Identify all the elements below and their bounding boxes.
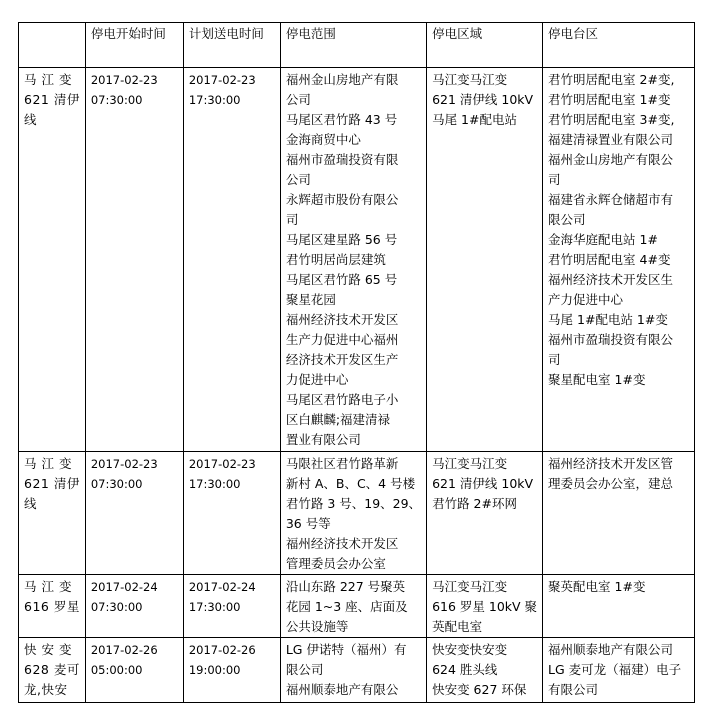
cell-line: 聚星配电室 1#变 (548, 372, 646, 387)
area-cell (427, 638, 543, 703)
cell-line: 621 清伊线 10kV (432, 476, 534, 491)
header-cell-name (19, 23, 86, 68)
cell-line: 君竹明居配电室 3#变, (548, 112, 675, 127)
cell-line: 聚英配电室 1#变 (548, 579, 646, 594)
cell-line: 线 (24, 112, 38, 127)
table-row (19, 68, 695, 452)
cell-line: 2017-02-24 (188, 580, 256, 594)
cell-line: 马限社区君竹路革新 (285, 456, 399, 471)
cell-line: 永辉超市股份有限公 (285, 192, 399, 207)
table-row (19, 638, 695, 703)
scope-cell (280, 452, 426, 575)
cell-line: 快安变快安变 (432, 642, 508, 657)
cell-line: 君竹明居配电室 1#变 (548, 92, 671, 107)
header-cell-scope: 停电范围 (280, 23, 426, 68)
table-row (19, 452, 695, 575)
cell-line: 福州顺泰地产有限公 (285, 682, 399, 697)
cell-line: 金海华庭配电站 1# (548, 232, 658, 247)
cell-line: 管理委员会办公室 (285, 556, 386, 571)
cell-line: 2017-02-23 (188, 457, 256, 471)
header-cell-end-time: 计划送电时间 (183, 23, 280, 68)
end-time-cell (183, 575, 280, 638)
cell-line: 力促进中心 (285, 372, 349, 387)
cell-line: 福州市盈瑞投资有限公 (548, 332, 674, 347)
cell-line: 生产力促进中心福州 (285, 332, 399, 347)
cell-line: 马 江 变 (24, 456, 72, 471)
cell-line: 产力促进中心 (548, 292, 624, 307)
cell-line: 有限公司 (548, 682, 599, 697)
cell-line: 福州金山房地产有限公 (548, 152, 674, 167)
area-cell (427, 68, 543, 452)
cell-line: 马尾 1#配电站 1#变 (548, 312, 668, 327)
cell-line: 36 号等 (285, 516, 331, 531)
line-name-cell (19, 638, 86, 703)
cell-line: 19:00:00 (188, 663, 241, 677)
cell-line: 05:00:00 (90, 663, 143, 677)
cell-line: 马江变马江变 (432, 456, 508, 471)
cell-line: 福州顺泰地产有限公司 (548, 642, 674, 657)
line-name-cell (19, 575, 86, 638)
cell-line: 马 江 变 (24, 579, 72, 594)
cell-line: 马 江 变 (24, 72, 72, 87)
cell-line: 2017-02-26 (188, 643, 256, 657)
cell-line: 621 清伊线 10kV (432, 92, 534, 107)
cell-line: 621 清伊 (24, 92, 80, 107)
header-row (19, 23, 695, 68)
cell-line: 限公司 (285, 662, 324, 677)
transformers-cell (543, 68, 695, 452)
start-time-cell (85, 452, 183, 575)
transformers-cell (543, 452, 695, 575)
cell-line: 花园 1~3 座、店面及 (285, 599, 408, 614)
cell-line: 线 (24, 496, 38, 511)
end-time-cell (183, 638, 280, 703)
transformers-cell (543, 575, 695, 638)
cell-line: 福建省永辉仓储超市有 (548, 192, 674, 207)
cell-line: 聚星花园 (285, 292, 336, 307)
cell-line: 17:30:00 (188, 600, 241, 614)
start-time-cell (85, 68, 183, 452)
cell-line: 公共设施等 (285, 619, 349, 634)
line-name-cell (19, 452, 86, 575)
table-row (19, 575, 695, 638)
cell-line: 616 罗星 10kV 聚 (432, 599, 538, 614)
transformers-cell (543, 638, 695, 703)
cell-line: 置业有限公司 (285, 432, 361, 447)
scope-cell (280, 68, 426, 452)
cell-line: 马江变马江变 (432, 72, 508, 87)
header-cell-area: 停电区域 (427, 23, 543, 68)
cell-line: 司 (285, 212, 299, 227)
cell-line: 17:30:00 (188, 93, 241, 107)
header-cell-transformers: 停电台区 (543, 23, 695, 68)
cell-line: 2017-02-26 (90, 643, 158, 657)
scope-cell (280, 638, 426, 703)
cell-line: 马尾区君竹路 43 号 (285, 112, 398, 127)
cell-line: 福州经济技术开发区 (285, 536, 399, 551)
scope-cell (280, 575, 426, 638)
cell-line: 区白麒麟;福建清禄 (285, 412, 391, 427)
cell-line: 07:30:00 (90, 600, 143, 614)
cell-line: 英配电室 (432, 619, 483, 634)
start-time-cell (85, 638, 183, 703)
cell-line: 马尾 1#配电站 (432, 112, 517, 127)
cell-line: 君竹路 3 号、19、29、 (285, 496, 422, 511)
cell-line: 沿山东路 227 号聚英 (285, 579, 406, 594)
area-cell (427, 575, 543, 638)
cell-line: 金海商贸中心 (285, 132, 361, 147)
cell-line: LG 伊诺特（福州）有 (285, 642, 407, 657)
cell-line: 马尾区君竹路 65 号 (285, 272, 398, 287)
cell-line: 福州市盈瑞投资有限 (285, 152, 399, 167)
cell-line: 07:30:00 (90, 93, 143, 107)
cell-line: 616 罗星 (24, 599, 80, 614)
cell-line: 马江变马江变 (432, 579, 508, 594)
cell-line: 福州经济技术开发区 (285, 312, 399, 327)
end-time-cell (183, 452, 280, 575)
cell-line: 君竹路 2#环网 (432, 496, 517, 511)
cell-line: 君竹明居尚层建筑 (285, 252, 386, 267)
cell-line: 限公司 (548, 212, 586, 227)
cell-line: 17:30:00 (188, 477, 241, 491)
cell-line: 福州经济技术开发区管 (548, 456, 674, 471)
cell-line: 2017-02-23 (90, 457, 158, 471)
cell-line: 福州经济技术开发区生 (548, 272, 674, 287)
cell-line: 君竹明居配电室 2#变, (548, 72, 675, 87)
cell-line: 福州金山房地产有限 (285, 72, 399, 87)
outage-table (18, 22, 695, 703)
cell-line: 马尾区君竹路电子小 (285, 392, 399, 407)
cell-line: 2017-02-23 (90, 73, 158, 87)
cell-line: 2017-02-24 (90, 580, 158, 594)
cell-line: 621 清伊 (24, 476, 80, 491)
cell-line: LG 麦可龙（福建）电子 (548, 662, 682, 677)
start-time-cell (85, 575, 183, 638)
cell-line: 公司 (285, 172, 311, 187)
cell-line: 新村 A、B、C、4 号楼 (285, 476, 416, 491)
cell-line: 司 (548, 172, 561, 187)
cell-line: 快安变 627 环保 (432, 682, 527, 697)
cell-line: 经济技术开发区生产 (285, 352, 399, 367)
cell-line: 龙,快安 (24, 682, 68, 697)
cell-line: 公司 (285, 92, 311, 107)
cell-line: 628 麦可 (24, 662, 80, 677)
header-cell-start-time: 停电开始时间 (85, 23, 183, 68)
area-cell (427, 452, 543, 575)
cell-line: 司 (548, 352, 561, 367)
cell-line: 07:30:00 (90, 477, 143, 491)
cell-line: 624 胜头线 (432, 662, 498, 677)
cell-line: 福建清禄置业有限公司 (548, 132, 674, 147)
cell-line: 马尾区建星路 56 号 (285, 232, 398, 247)
cell-line: 快 安 变 (24, 642, 72, 657)
cell-line: 2017-02-23 (188, 73, 256, 87)
cell-line: 君竹明居配电室 4#变 (548, 252, 671, 267)
line-name-cell (19, 68, 86, 452)
cell-line: 理委员会办公室，建总 (548, 476, 674, 491)
end-time-cell (183, 68, 280, 452)
